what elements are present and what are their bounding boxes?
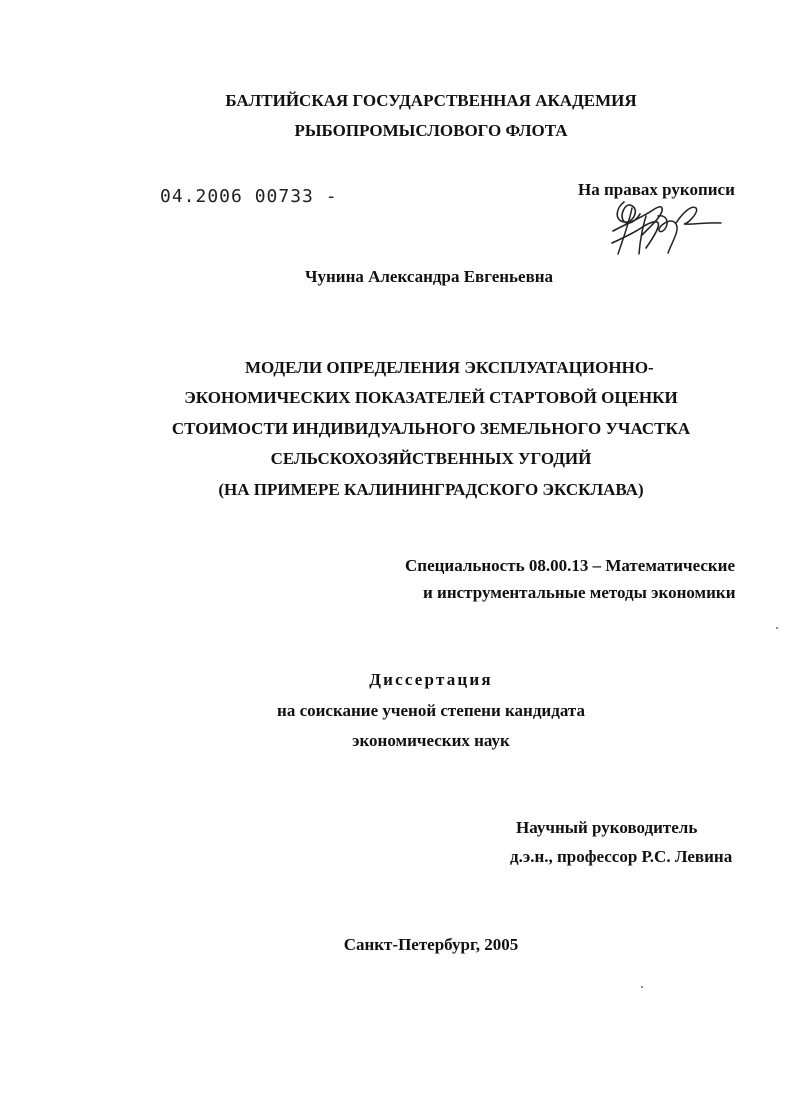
author-name: Чунина Александра Евгеньевна <box>305 267 554 286</box>
institution-name-line-1: БАЛТИЙСКАЯ ГОСУДАРСТВЕННАЯ АКАДЕМИЯ <box>225 91 637 110</box>
scan-speck <box>641 986 643 988</box>
dissertation-title-line-3: СТОИМОСТИ ИНДИВИДУАЛЬНОГО ЗЕМЕЛЬНОГО УЧАСТКА <box>171 419 691 438</box>
manuscript-rights-label: На правах рукописи <box>578 180 735 199</box>
dissertation-title-line-1: МОДЕЛИ ОПРЕДЕЛЕНИЯ ЭКСПЛУАТАЦИОННО- <box>245 358 654 377</box>
degree-line-1: на соискание ученой степени кандидата <box>277 701 585 720</box>
degree-line-2: экономических наук <box>352 731 510 750</box>
supervisor-name: д.э.н., профессор Р.С. Левина <box>510 847 733 866</box>
specialty-line-2: и инструментальные методы экономики <box>423 583 736 602</box>
specialty-line-1: Специальность 08.00.13 – Математические <box>405 556 736 575</box>
place-and-year: Санкт-Петербург, 2005 <box>343 935 519 954</box>
institution-name-line-2: РЫБОПРОМЫСЛОВОГО ФЛОТА <box>294 121 568 140</box>
scan-speck <box>776 627 778 629</box>
supervisor-label: Научный руководитель <box>516 818 698 837</box>
archive-stamp-number: 04.2006 00733 - <box>160 186 338 207</box>
handwritten-signature <box>606 196 728 258</box>
dissertation-heading: Диссертация <box>369 670 493 689</box>
dissertation-title-line-4: СЕЛЬСКОХОЗЯЙСТВЕННЫХ УГОДИЙ <box>270 449 592 468</box>
dissertation-title-line-2: ЭКОНОМИЧЕСКИХ ПОКАЗАТЕЛЕЙ СТАРТОВОЙ ОЦЕНКИ <box>184 388 678 407</box>
dissertation-title-line-5: (НА ПРИМЕРЕ КАЛИНИНГРАДСКОГО ЭКСКЛАВА) <box>218 480 644 499</box>
